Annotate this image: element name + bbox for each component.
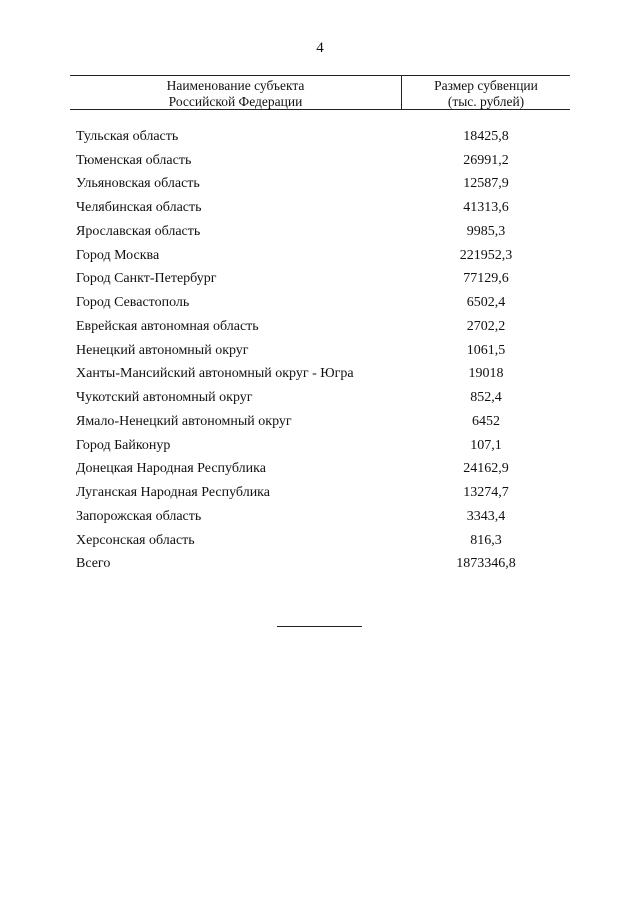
subject-name-cell: Еврейская автономная область [76,318,259,334]
subject-name-cell: Всего [76,556,111,572]
subject-name-cell: Город Санкт-Петербург [76,271,217,287]
subject-name-cell: Ханты-Мансийский автономный округ - Югра [76,366,354,382]
table-row [70,244,570,268]
subvention-amount-cell: 9985,3 [466,223,506,239]
table-row [70,315,570,339]
table-row [70,458,570,482]
table-body [70,125,570,576]
subvention-table [70,75,570,576]
subject-name-cell: Ярославская область [76,223,201,239]
table-row [70,434,570,458]
table-row [70,529,570,553]
subvention-amount-cell: 24162,9 [463,461,509,477]
subvention-amount-cell: 12587,9 [463,176,509,192]
end-divider [277,626,362,627]
table-row [70,553,570,577]
subvention-amount-cell: 2702,2 [466,318,506,334]
subject-name-cell: Город Байконур [76,437,171,453]
table-row [70,220,570,244]
subject-name-cell: Челябинская область [76,200,202,216]
subject-name-cell: Ненецкий автономный округ [76,342,249,358]
subvention-amount-cell: 852,4 [470,390,502,406]
table-row [70,339,570,363]
subvention-amount-cell: 6502,4 [466,295,506,311]
subject-name-cell: Херсонская область [76,532,195,548]
column-header-amount-line1: Размер субвенции [434,78,538,93]
page-number: 4 [316,40,324,56]
table-row [70,363,570,387]
column-header-subject [70,76,402,109]
subject-name-cell: Ямало-Ненецкий автономный округ [76,413,292,429]
subject-name-cell: Ульяновская область [76,176,200,192]
subvention-amount-cell: 77129,6 [463,271,509,287]
table-header [70,75,570,110]
table-row [70,481,570,505]
subject-name-cell: Город Москва [76,247,160,263]
subvention-amount-cell: 18425,8 [463,128,509,144]
table-row [70,125,570,149]
subvention-amount-cell: 26991,2 [463,152,509,168]
subvention-amount-cell: 19018 [468,366,504,382]
subvention-amount-cell: 3343,4 [466,508,506,524]
table-row [70,173,570,197]
column-header-subject-line2: Российской Федерации [168,94,303,109]
subvention-amount-cell: 816,3 [470,532,502,548]
table-row [70,291,570,315]
subject-name-cell: Город Севастополь [76,295,190,311]
subvention-amount-cell: 221952,3 [459,247,513,263]
table-row [70,196,570,220]
subvention-amount-cell: 1873346,8 [456,556,516,572]
subject-name-cell: Чукотский автономный округ [76,390,253,406]
subvention-amount-cell: 107,1 [470,437,502,453]
table-row [70,410,570,434]
subvention-amount-cell: 6452 [472,413,500,429]
subject-name-cell: Запорожская область [76,508,202,524]
subvention-amount-cell: 1061,5 [466,342,506,358]
subject-name-cell: Донецкая Народная Республика [76,461,266,477]
table-row [70,149,570,173]
subject-name-cell: Луганская Народная Республика [76,485,270,501]
subvention-amount-cell: 13274,7 [463,485,509,501]
subvention-amount-cell: 41313,6 [463,200,509,216]
table-row [70,505,570,529]
table-row [70,268,570,292]
column-header-amount-line2: (тыс. рублей) [447,94,525,109]
table-row [70,386,570,410]
subject-name-cell: Тульская область [76,128,179,144]
subject-name-cell: Тюменская область [76,152,192,168]
column-header-amount [402,76,570,109]
column-header-subject-line1: Наименование субъекта [166,78,305,93]
